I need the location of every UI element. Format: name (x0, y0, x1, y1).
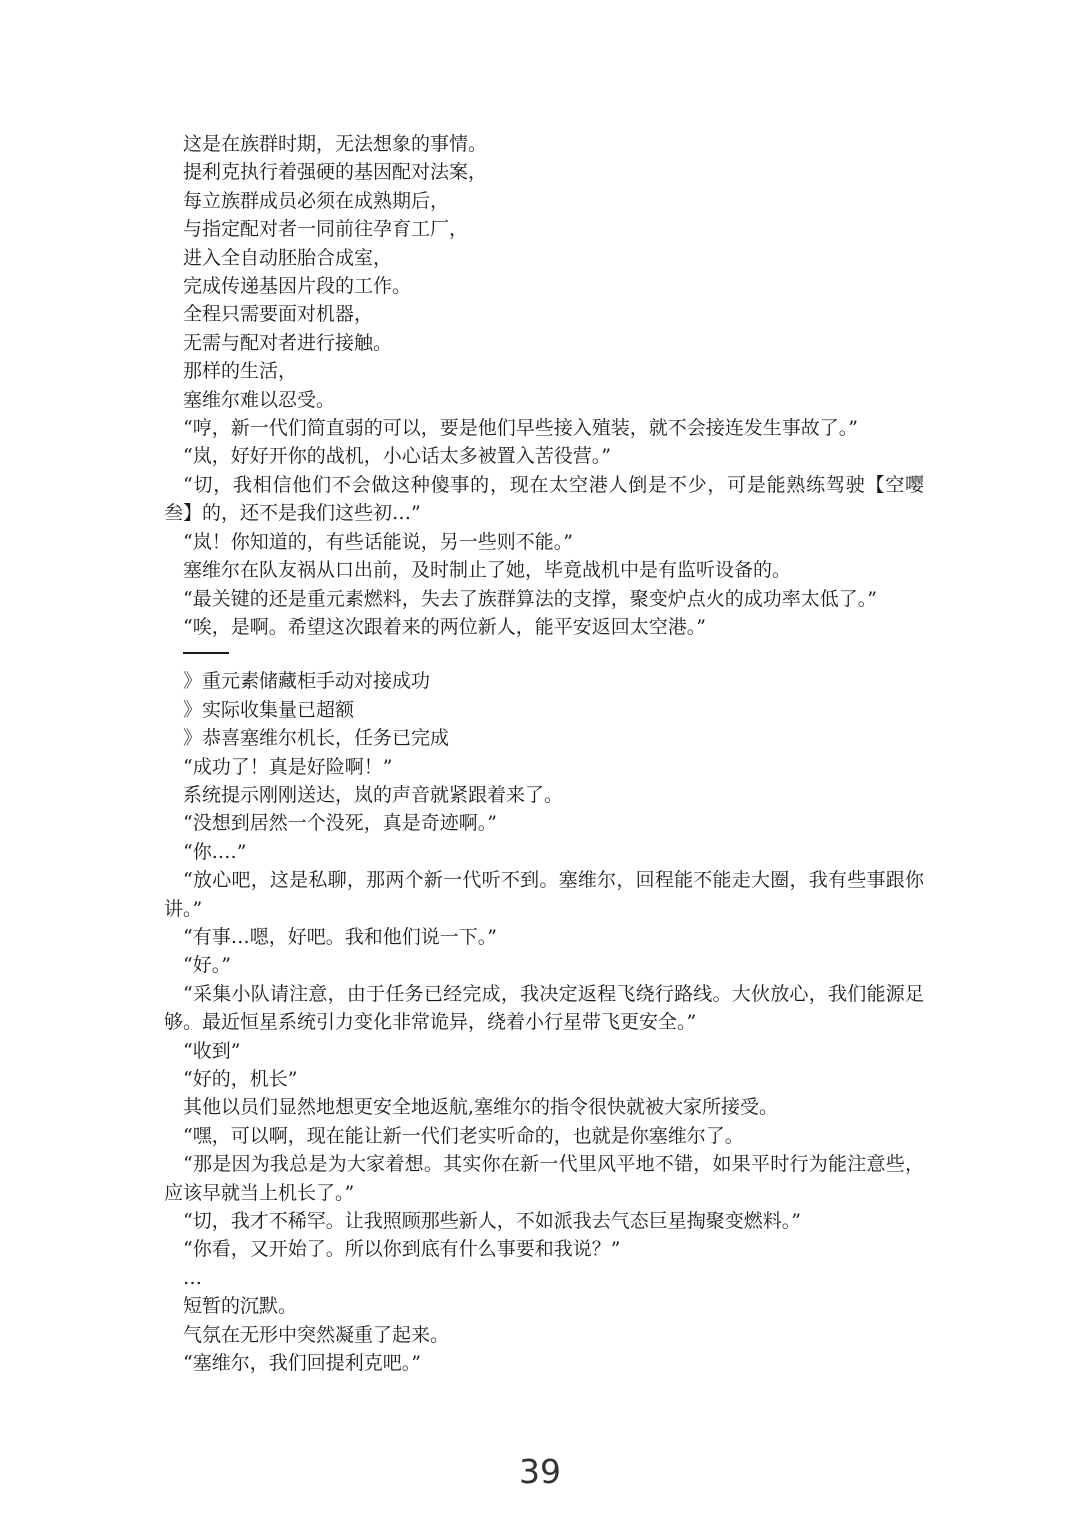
paragraph: 进入全自动胚胎合成室， (183, 246, 393, 269)
paragraph: “切，我才不稀罕。让我照顾那些新人，不如派我去气态巨星掏聚变燃料。” (183, 1210, 801, 1233)
paragraph: … (183, 1266, 202, 1289)
section-separator (183, 652, 229, 654)
paragraph: 》恭喜塞维尔机长，任务已完成 (183, 727, 450, 750)
paragraph: 无需与配对者进行接触。 (183, 331, 393, 354)
paragraph: 与指定配对者一同前往孕育工厂， (183, 218, 469, 241)
paragraph: 气氛在无形中突然凝重了起来。 (183, 1323, 450, 1346)
paragraph: “你.…” (183, 840, 247, 863)
paragraph: “有事…嗯，好吧。我和他们说一下。” (183, 925, 497, 948)
paragraph: 系统提示刚刚送达，岚的声音就紧跟着来了。 (183, 783, 564, 806)
paragraph: “没想到居然一个没死，真是奇迹啊。” (183, 812, 497, 835)
paragraph: 》实际收集量已超额 (183, 698, 355, 721)
paragraph: 完成传递基因片段的工作。 (183, 275, 412, 298)
paragraph: 提利克执行着强硬的基因配对法案， (183, 161, 488, 184)
paragraph: “收到” (183, 1039, 241, 1062)
paragraph: “塞维尔，我们回提利克吧。” (183, 1352, 421, 1375)
paragraph: 其他以员们显然地想更安全地返航,塞维尔的指令很快就被大家所接受。 (183, 1096, 779, 1119)
paragraph: “成功了！真是好险啊！” (183, 755, 393, 778)
paragraph: “放心吧，这是私聊，那两个新一代听不到。塞维尔，回程能不能走大圈，我有些事跟你讲。” (164, 869, 924, 920)
paragraph: 那样的生活， (183, 360, 298, 383)
paragraph: 塞维尔难以忍受。 (183, 388, 336, 411)
paragraph: “采集小队请注意，由于任务已经完成，我决定返程飞绕行路线。大伙放心，我们能源足够。最近恒星系统引力变化非常诡异，绕着小行星带飞更安全。” (164, 982, 924, 1034)
paragraph: 每立族群成员必须在成熟期后， (183, 189, 450, 212)
paragraph: 这是在族群时期，无法想象的事情。 (183, 133, 488, 155)
paragraph: 塞维尔在队友祸从口出前，及时制止了她，毕竟战机中是有监听设备的。 (183, 559, 792, 582)
paragraph: “好。” (183, 954, 231, 977)
paragraph: 全程只需要面对机器， (183, 303, 374, 326)
paragraph: “你看，又开始了。所以你到底有什么事要和我说？” (183, 1238, 621, 1261)
paragraph: “嘿，可以啊，现在能让新一代们老实听命的，也就是你塞维尔了。 (183, 1124, 744, 1147)
paragraph: “最关键的还是重元素燃料，失去了族群算法的支撑，聚变炉点火的成功率太低了。” (183, 587, 877, 610)
paragraph: “那是因为我总是为大家着想。其实你在新一代里风平地不错，如果平时行为能注意些，应该早就当上机长了。” (164, 1153, 924, 1204)
paragraph: 短暂的沉默。 (183, 1295, 298, 1318)
paragraph: “哼，新一代们简直弱的可以，要是他们早些接入殖装，就不会接连发生事故了。” (183, 417, 858, 440)
page-body (164, 130, 924, 1377)
paragraph: “岚！你知道的，有些话能说，另一些则不能。” (183, 530, 573, 553)
paragraph: “岚，好好开你的战机，小心话太多被置入苦役营。” (183, 445, 611, 468)
paragraph: “好的，机长” (183, 1068, 298, 1090)
paragraph: “切，我相信他们不会做这种傻事的，现在太空港人倒是不少，可是能熟练驾驶【空嘤叁】的，还不是我们这些初…” (164, 473, 924, 525)
paragraph: 》重元素储藏柜手动对接成功 (183, 670, 431, 693)
text-section-after-separator (164, 667, 924, 1377)
text-section-before-separator (164, 130, 924, 641)
page-number: 39 (519, 1452, 561, 1491)
paragraph: “唉，是啊。希望这次跟着来的两位新人，能平安返回太空港。” (183, 615, 706, 638)
